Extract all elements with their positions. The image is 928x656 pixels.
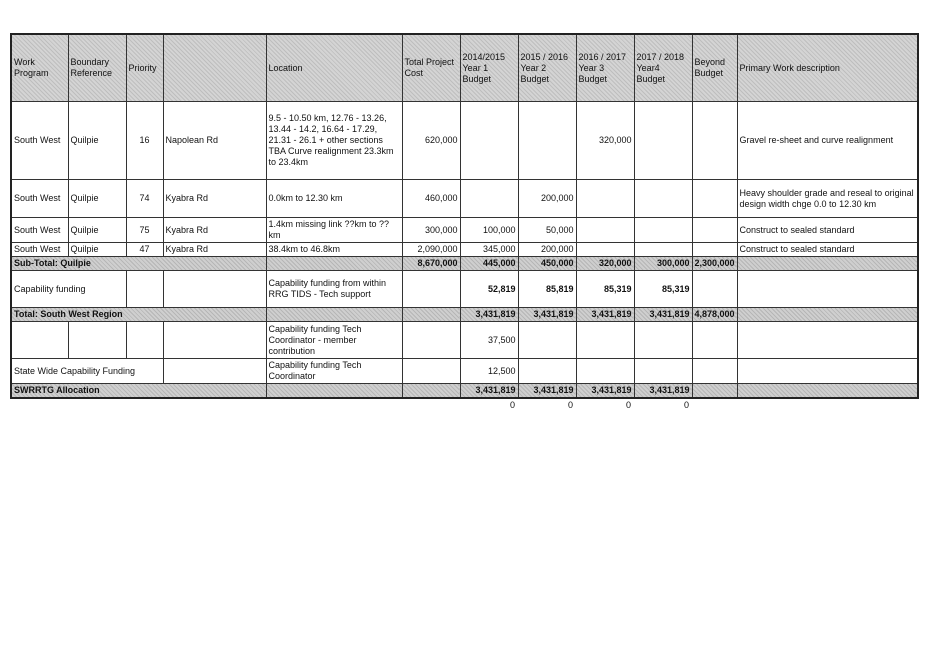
capability-location: Capability funding from within RRG TIDS - Tech support	[266, 271, 402, 308]
statewide-row	[11, 359, 918, 384]
cell-desc: Gravel re-sheet and curve realignment	[737, 102, 918, 180]
cell-beyond	[692, 218, 737, 243]
cell-y3	[576, 218, 634, 243]
empty-cell	[402, 271, 460, 308]
total-region-y3: 3,431,819	[576, 308, 634, 322]
cell-y1	[460, 102, 518, 180]
cell-program: South West	[11, 218, 68, 243]
allocation-row	[11, 384, 918, 399]
empty-cell	[126, 322, 163, 359]
capability-y1: 52,819	[460, 271, 518, 308]
table-row	[11, 102, 918, 180]
header-work-program: Work Program	[11, 34, 68, 102]
total-region-label: Total: South West Region	[11, 308, 266, 322]
cell-program: South West	[11, 102, 68, 180]
header-desc: Primary Work description	[737, 34, 918, 102]
empty-cell	[402, 384, 460, 399]
cell-beyond	[692, 180, 737, 218]
cell-total: 2,090,000	[402, 243, 460, 257]
cell-y1: 100,000	[460, 218, 518, 243]
cell-boundary: Quilpie	[68, 102, 126, 180]
empty-cell	[576, 359, 634, 384]
allocation-y4: 3,431,819	[634, 384, 692, 399]
cell-road: Kyabra Rd	[163, 180, 266, 218]
table-row	[11, 218, 918, 243]
cell-y3	[576, 243, 634, 257]
header-total: Total Project Cost	[402, 34, 460, 102]
cell-y2: 50,000	[518, 218, 576, 243]
subtotal-label: Sub-Total: Quilpie	[11, 257, 266, 271]
subtotal-y3: 320,000	[576, 257, 634, 271]
footer-zero: 0	[509, 400, 515, 410]
cell-total: 460,000	[402, 180, 460, 218]
capability-y2: 85,819	[518, 271, 576, 308]
total-region-y1: 3,431,819	[460, 308, 518, 322]
table-row	[11, 180, 918, 218]
cell-y4	[634, 243, 692, 257]
cell-total: 620,000	[402, 102, 460, 180]
header-y2: 2015 / 2016 Year 2 Budget	[518, 34, 576, 102]
tech-coord-y1: 37,500	[460, 322, 518, 359]
cell-road: Napolean Rd	[163, 102, 266, 180]
empty-cell	[737, 359, 918, 384]
empty-cell	[737, 322, 918, 359]
cell-beyond	[692, 102, 737, 180]
empty-cell	[163, 359, 266, 384]
allocation-y3: 3,431,819	[576, 384, 634, 399]
header-row	[11, 34, 918, 102]
footer-zero: 0	[567, 400, 573, 410]
capability-label: Capability funding	[11, 271, 126, 308]
allocation-y2: 3,431,819	[518, 384, 576, 399]
footer-zeros	[0, 400, 928, 414]
subtotal-beyond: 2,300,000	[692, 257, 737, 271]
empty-cell	[576, 322, 634, 359]
cell-boundary: Quilpie	[68, 243, 126, 257]
header-road	[163, 34, 266, 102]
cell-boundary: Quilpie	[68, 218, 126, 243]
empty-cell	[518, 359, 576, 384]
capability-y4: 85,319	[634, 271, 692, 308]
total-region-row	[11, 308, 918, 322]
cell-y2	[518, 102, 576, 180]
empty-cell	[163, 271, 266, 308]
empty-cell	[402, 308, 460, 322]
header-boundary: Boundary Reference	[68, 34, 126, 102]
empty-cell	[692, 384, 737, 399]
cell-y1	[460, 180, 518, 218]
cell-beyond	[692, 243, 737, 257]
cell-desc: Heavy shoulder grade and reseal to original design width chge 0.0 to 12.30 km	[737, 180, 918, 218]
table-row	[11, 243, 918, 257]
cell-location: 38.4km to 46.8km	[266, 243, 402, 257]
empty-cell	[518, 322, 576, 359]
total-region-y2: 3,431,819	[518, 308, 576, 322]
empty-cell	[163, 322, 266, 359]
empty-cell	[737, 271, 918, 308]
header-location: Location	[266, 34, 402, 102]
cell-y4	[634, 102, 692, 180]
subtotal-y1: 445,000	[460, 257, 518, 271]
cell-desc: Construct to sealed standard	[737, 243, 918, 257]
subtotal-total: 8,670,000	[402, 257, 460, 271]
header-y4: 2017 / 2018 Year4 Budget	[634, 34, 692, 102]
budget-table	[10, 33, 919, 399]
empty-cell	[692, 322, 737, 359]
empty-cell	[634, 322, 692, 359]
header-beyond: Beyond Budget	[692, 34, 737, 102]
empty-cell	[692, 271, 737, 308]
cell-y3	[576, 180, 634, 218]
empty-cell	[402, 359, 460, 384]
header-y1: 2014/2015 Year 1 Budget	[460, 34, 518, 102]
cell-y4	[634, 218, 692, 243]
empty-cell	[692, 359, 737, 384]
statewide-label: State Wide Capability Funding	[11, 359, 163, 384]
allocation-label: SWRRTG Allocation	[11, 384, 266, 399]
cell-location: 9.5 - 10.50 km, 12.76 - 13.26, 13.44 - 14.2, 16.64 - 17.29, 21.31 - 26.1 + other sections TBA Curve realignment 23.3km to 23.4km	[266, 102, 402, 180]
allocation-y1: 3,431,819	[460, 384, 518, 399]
cell-y2: 200,000	[518, 243, 576, 257]
tech-coord-location: Capability funding Tech Coordinator - member contribution	[266, 322, 402, 359]
cell-priority: 74	[126, 180, 163, 218]
tech-coord-row	[11, 322, 918, 359]
cell-program: South West	[11, 243, 68, 257]
empty-cell	[266, 384, 402, 399]
empty-cell	[266, 308, 402, 322]
cell-priority: 75	[126, 218, 163, 243]
cell-location: 0.0km to 12.30 km	[266, 180, 402, 218]
capability-y3: 85,319	[576, 271, 634, 308]
cell-priority: 16	[126, 102, 163, 180]
cell-program: South West	[11, 180, 68, 218]
empty-cell	[402, 322, 460, 359]
empty-cell	[737, 384, 918, 399]
empty-cell	[11, 322, 68, 359]
cell-y1: 345,000	[460, 243, 518, 257]
cell-boundary: Quilpie	[68, 180, 126, 218]
empty-cell	[126, 271, 163, 308]
statewide-location: Capability funding Tech Coordinator	[266, 359, 402, 384]
subtotal-y4: 300,000	[634, 257, 692, 271]
footer-zero: 0	[625, 400, 631, 410]
cell-road: Kyabra Rd	[163, 218, 266, 243]
empty-cell	[737, 308, 918, 322]
cell-location: 1.4km missing link ??km to ??km	[266, 218, 402, 243]
subtotal-y2: 450,000	[518, 257, 576, 271]
cell-y2: 200,000	[518, 180, 576, 218]
cell-desc: Construct to sealed standard	[737, 218, 918, 243]
capability-row	[11, 271, 918, 308]
empty-cell	[634, 359, 692, 384]
cell-y4	[634, 180, 692, 218]
empty-cell	[737, 257, 918, 271]
subtotal-row	[11, 257, 918, 271]
statewide-y1: 12,500	[460, 359, 518, 384]
total-region-y4: 3,431,819	[634, 308, 692, 322]
empty-cell	[68, 322, 126, 359]
cell-priority: 47	[126, 243, 163, 257]
total-region-beyond: 4,878,000	[692, 308, 737, 322]
header-priority: Priority	[126, 34, 163, 102]
cell-y3: 320,000	[576, 102, 634, 180]
empty-cell	[266, 257, 402, 271]
header-y3: 2016 / 2017 Year 3 Budget	[576, 34, 634, 102]
cell-road: Kyabra Rd	[163, 243, 266, 257]
footer-zero: 0	[683, 400, 689, 410]
cell-total: 300,000	[402, 218, 460, 243]
